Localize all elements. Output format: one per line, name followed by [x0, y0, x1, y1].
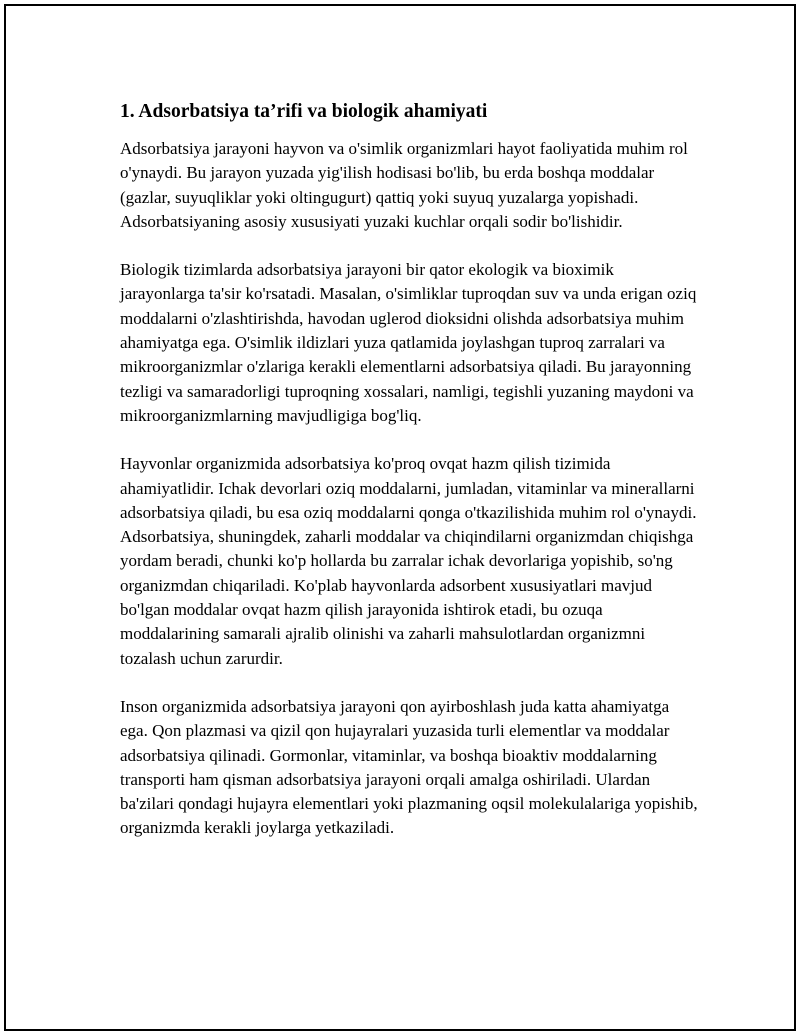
section-heading: 1. Adsorbatsiya ta’rifi va biologik ahamiyati — [120, 101, 488, 122]
paragraph-biological-systems: Biologik tizimlarda adsorbatsiya jarayoni bir qator ekologik va bioximik jarayonlarga ta'sir ko'rsatadi. Masalan, o'simliklar tuproqdan suv va unda erigan oziq moddalarni o'zlashtirishda, havodan uglerod dioksidni olishda adsorbatsiya muhim ahamiyatga ega. O'simlik ildizlari yuza qatlamida joylashgan tuproq zarralari va mikroorganizmlar o'zlariga kerakli elementlarni adsorbatsiya qiladi. Bu jarayonning tezligi va samaradorligi tuproqning xossalari, namligi, tegishli yuzaning maydoni va mikroorganizmlarning mavjudligiga bog'liq. — [120, 260, 697, 425]
page-frame — [4, 4, 796, 1031]
paragraph-definition: Adsorbatsiya jarayoni hayvon va o'simlik organizmlari hayot faoliyatida muhim rol o'ynaydi. Bu jarayon yuzada yig'ilish hodisasi bo'lib, bu erda boshqa moddalar (gazlar, suyuqliklar yoki oltingugurt) qattiq yoki suyuq yuzalarga yopishadi. Adsorbatsiyaning asosiy xususiyati yuzaki kuchlar orqali sodir bo'lishidir. — [120, 139, 688, 231]
paragraph-human-organism: Inson organizmida adsorbatsiya jarayoni qon ayirboshlash juda katta ahamiyatga ega. Qon plazmasi va qizil qon hujayralari yuzasida turli elementlar va moddalar adsorbatsiya qilinadi. Gormonlar, vitaminlar, va boshqa bioaktiv moddalarning transporti ham qisman adsorbatsiya jarayoni orqali amalga oshiriladi. Ulardan ba'zilari qondagi hujayra elementlari yoki plazmaning oqsil molekulalariga yopishib, organizmda kerakli joylarga yetkaziladi. — [120, 696, 698, 838]
paragraph-animal-organisms: Hayvonlar organizmida adsorbatsiya ko'proq ovqat hazm qilish tizimida ahamiyatlidir. Ichak devorlari oziq moddalarni, jumladan, vitaminlar va minerallarni adsorbatsiya qiladi, bu esa oziq moddalarni qonga o'tkazilishida muhim rol o'ynaydi. Adsorbatsiya, shuningdek, zaharli moddalar va chiqindilarni organizmdan chiqishga yordam beradi, chunki ko'p hollarda bu zarralar ichak devorlariga yopishib, so'ng organizmdan chiqariladi. Ko'plab hayvonlarda adsorbent xususiyatlari mavjud bo'lgan moddalar ovqat hazm qilish jarayonida ishtirok etadi, bu ozuqa moddalarining samarali ajralib olinishi va zaharli mahsulotlardan organizmni tozalash uchun zarurdir. — [120, 454, 697, 668]
document-body — [120, 99, 700, 865]
